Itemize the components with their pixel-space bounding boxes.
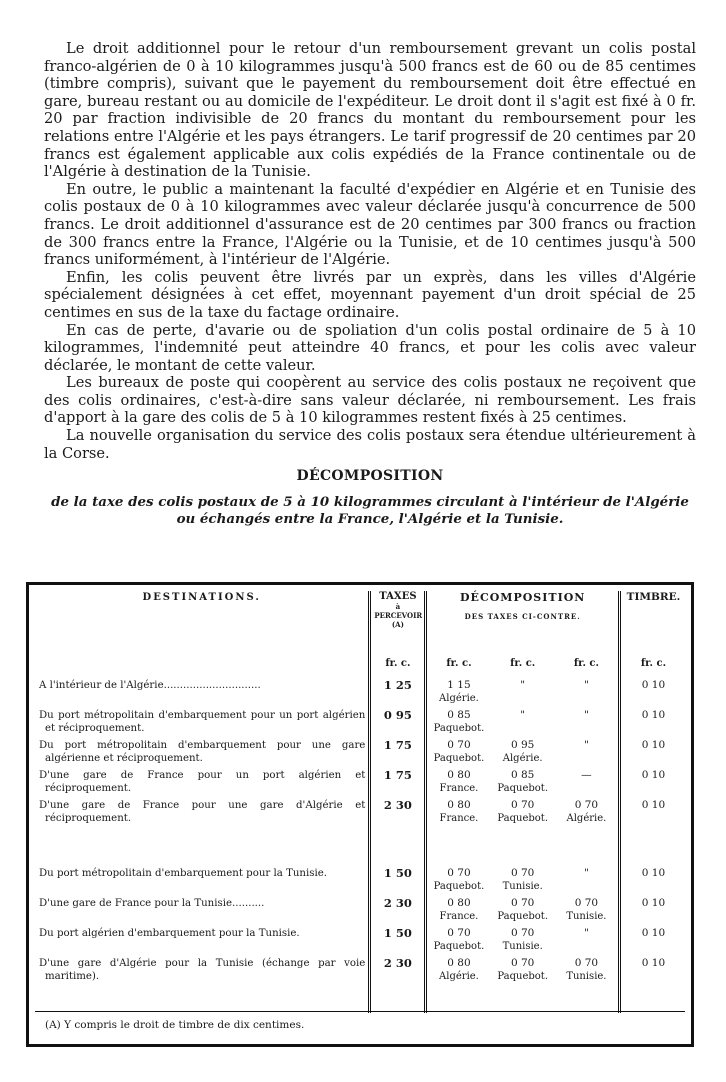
amount: " [583, 867, 589, 879]
decomposition-cell [490, 897, 554, 927]
table-row [35, 799, 686, 829]
table-row [35, 957, 686, 987]
tax-cell: 1 25 [370, 679, 426, 709]
table-end-row [35, 987, 686, 1013]
table-header-row [35, 591, 686, 657]
tariff-table [35, 591, 686, 1013]
tax-cell: 2 30 [370, 957, 426, 987]
destination-cell: D'une gare de France pour une gare d'Algérie et réciproquement. [39, 800, 366, 824]
destination-cell: Du port métropolitain d'embarquement pour une gare algérienne et réciproquement. [39, 740, 366, 764]
amount: 0 85 [447, 709, 471, 721]
timbre-cell: 0 10 [619, 867, 686, 897]
amount-label: Paquebot. [497, 783, 548, 794]
paragraph: Les bureaux de poste qui coopèrent au service des colis postaux ne reçoivent que des colis ordinaires, c'est-à-dire sans valeur déclarée, ni remboursement. Les frais d'apport à la gare des colis de 5 à 10 kilogrammes restent fixés à 25 centimes. [44, 374, 696, 427]
table-row [35, 709, 686, 739]
decomposition-cell [490, 799, 554, 829]
decomposition-cell [490, 709, 554, 739]
amount-label: Paquebot. [497, 911, 548, 922]
amount: 0 80 [447, 769, 471, 781]
tax-cell: 1 75 [370, 769, 426, 799]
destinations-header: DESTINATIONS. [142, 592, 261, 603]
amount-label: Algérie. [566, 813, 607, 824]
amount-label: Tunisie. [566, 911, 607, 922]
timbre-cell: 0 10 [619, 927, 686, 957]
section-heading: DÉCOMPOSITION [296, 468, 444, 485]
decomposition-cell [490, 927, 554, 957]
amount: — [581, 769, 592, 781]
paragraph: En cas de perte, d'avarie ou de spoliation d'un colis postal ordinaire de 5 à 10 kilogrammes, l'indemnité peut atteindre 40 francs, et pour les colis avec valeur déclarée, le montant de cette valeur. [44, 321, 696, 374]
amount: 0 70 [574, 957, 599, 969]
destination-cell: D'une gare de France pour un port algérien et réciproquement. [39, 770, 366, 794]
amount: 1 15 [447, 679, 471, 691]
decomposition-cell [426, 799, 490, 829]
destination-cell: Du port métropolitain d'embarquement pour la Tunisie. [39, 868, 328, 879]
amount-label: Paquebot. [433, 723, 485, 734]
amount: " [583, 709, 589, 721]
tax-cell: 1 75 [370, 739, 426, 769]
decomposition-header: DÉCOMPOSITION DES TAXES CI-CONTRE. [426, 591, 619, 657]
decomposition-cell [426, 927, 490, 957]
amount: 0 70 [574, 799, 599, 811]
timbre-cell: 0 10 [619, 739, 686, 769]
amount: 0 70 [447, 927, 471, 939]
decomposition-cell [426, 867, 490, 897]
decomposition-cell [555, 769, 619, 799]
amount: " [520, 679, 526, 691]
amount-label: Algérie. [502, 753, 543, 764]
table-row [35, 679, 686, 709]
units-row: fr. c. fr. c. fr. c. fr. c. fr. c. [35, 657, 686, 679]
tax-cell: 1 50 [370, 927, 426, 957]
amount: 0 70 [510, 927, 535, 939]
amount-label: Algérie. [439, 971, 479, 982]
timbre-cell: 0 10 [619, 897, 686, 927]
timbre-cell: 0 10 [619, 957, 686, 987]
timbre-cell: 0 10 [619, 799, 686, 829]
amount: 0 70 [447, 739, 471, 751]
table-row [35, 897, 686, 927]
amount-label: Paquebot. [433, 881, 485, 892]
paragraph: Le droit additionnel pour le retour d'un remboursement grevant un colis postal franco-algérien de 0 à 10 kilogrammes jusqu'à 500 francs est de 60 ou de 85 centimes (timbre compris), suivant que le payement du remboursement doit être effectué en gare, bureau restant ou au domicile de l'expéditeur. Le droit dont il s'agit est fixé à 0 fr. 20 par fraction indivisible de 20 francs du montant du remboursement pour les relations entre l'Algérie et les pays étrangers. Le tarif progressif de 20 centimes par 20 francs est également applicable aux colis expédiés de la France continentale ou de l'Algérie à destination de la Tunisie. [44, 40, 696, 181]
table-gap-row [35, 829, 686, 867]
table-row [35, 867, 686, 897]
amount: 0 70 [510, 799, 535, 811]
table-footnote: (A) Y compris le droit de timbre de dix centimes. [35, 1011, 685, 1038]
table-row [35, 769, 686, 799]
decomposition-cell [555, 957, 619, 987]
amount: 0 80 [447, 957, 471, 969]
decomposition-cell [426, 709, 490, 739]
amount-label: Tunisie. [566, 971, 607, 982]
paragraph: En outre, le public a maintenant la faculté d'expédier en Algérie et en Tunisie des colis postaux de 0 à 10 kilogrammes avec valeur déclarée jusqu'à concurrence de 500 francs. Le droit additionnel d'assurance est de 20 centimes par 300 francs ou fraction de 300 francs entre la France, l'Algérie ou la Tunisie, et de 10 centimes jusqu'à 500 francs uniformément, à l'intérieur de l'Algérie. [44, 180, 696, 269]
destination-cell: D'une gare de France pour la Tunisie.......... [39, 898, 265, 909]
paragraph: La nouvelle organisation du service des colis postaux sera étendue ultérieurement à la Corse. [44, 427, 696, 462]
decomposition-cell [555, 739, 619, 769]
amount: 0 80 [447, 897, 471, 909]
amount: " [583, 679, 589, 691]
amount: 0 70 [510, 897, 535, 909]
table-frame [26, 582, 694, 1047]
decomposition-cell [426, 769, 490, 799]
amount: " [520, 709, 526, 721]
tax-cell: 0 95 [370, 709, 426, 739]
decomposition-cell [555, 799, 619, 829]
decomposition-cell [490, 679, 554, 709]
timbre-cell: 0 10 [619, 769, 686, 799]
taxes-header: TAXES à PERCEVOIR (A) [370, 591, 426, 657]
timbre-cell: 0 10 [619, 709, 686, 739]
decomposition-cell [426, 897, 490, 927]
amount-label: Paquebot. [497, 813, 548, 824]
amount: 0 95 [510, 739, 535, 751]
amount-label: Paquebot. [433, 753, 485, 764]
table-subtitle: ou échangés entre la France, l'Algérie et la Tunisie. [176, 511, 564, 528]
decomposition-cell [426, 957, 490, 987]
tax-cell: 2 30 [370, 897, 426, 927]
decomposition-cell [490, 769, 554, 799]
amount-label: Algérie. [439, 693, 479, 704]
decomposition-cell [490, 957, 554, 987]
amount: " [583, 927, 589, 939]
amount-label: Paquebot. [497, 971, 548, 982]
decomposition-cell [426, 739, 490, 769]
decomposition-cell [426, 679, 490, 709]
decomposition-cell [555, 679, 619, 709]
amount-label: Tunisie. [502, 941, 543, 952]
tax-cell: 1 50 [370, 867, 426, 897]
decomposition-cell [555, 897, 619, 927]
amount-label: France. [439, 783, 479, 794]
amount-label: France. [439, 813, 479, 824]
destination-cell: Du port métropolitain d'embarquement pour un port algérien et réciproquement. [39, 710, 366, 734]
decomposition-cell [555, 709, 619, 739]
timbre-header: TIMBRE. [619, 591, 686, 657]
amount: " [583, 739, 589, 751]
table-subtitle: de la taxe des colis postaux de 5 à 10 kilogrammes circulant à l'intérieur de l'Algérie [51, 494, 689, 511]
amount: 0 70 [510, 957, 535, 969]
table-row [35, 927, 686, 957]
decomposition-cell [490, 867, 554, 897]
table-row [35, 739, 686, 769]
amount-label: France. [439, 911, 479, 922]
document-page [44, 40, 696, 528]
timbre-cell: 0 10 [619, 679, 686, 709]
destination-cell: A l'intérieur de l'Algérie.............................. [39, 680, 261, 691]
amount: 0 70 [574, 897, 599, 909]
tax-cell: 2 30 [370, 799, 426, 829]
destination-cell: D'une gare d'Algérie pour la Tunisie (échange par voie maritime). [39, 958, 366, 982]
decomposition-cell [490, 739, 554, 769]
amount: 0 70 [447, 867, 471, 879]
amount: 0 70 [510, 867, 535, 879]
destination-cell: Du port algérien d'embarquement pour la Tunisie. [39, 928, 300, 939]
decomposition-cell [555, 927, 619, 957]
amount: 0 85 [510, 769, 535, 781]
paragraph: Enfin, les colis peuvent être livrés par un exprès, dans les villes d'Algérie spécialement désignées à cet effet, moyennant payement d'un droit spécial de 25 centimes en sus de la taxe du factage ordinaire. [44, 268, 696, 321]
amount: 0 80 [447, 799, 471, 811]
amount-label: Paquebot. [433, 941, 485, 952]
decomposition-cell [555, 867, 619, 897]
amount-label: Tunisie. [502, 881, 543, 892]
